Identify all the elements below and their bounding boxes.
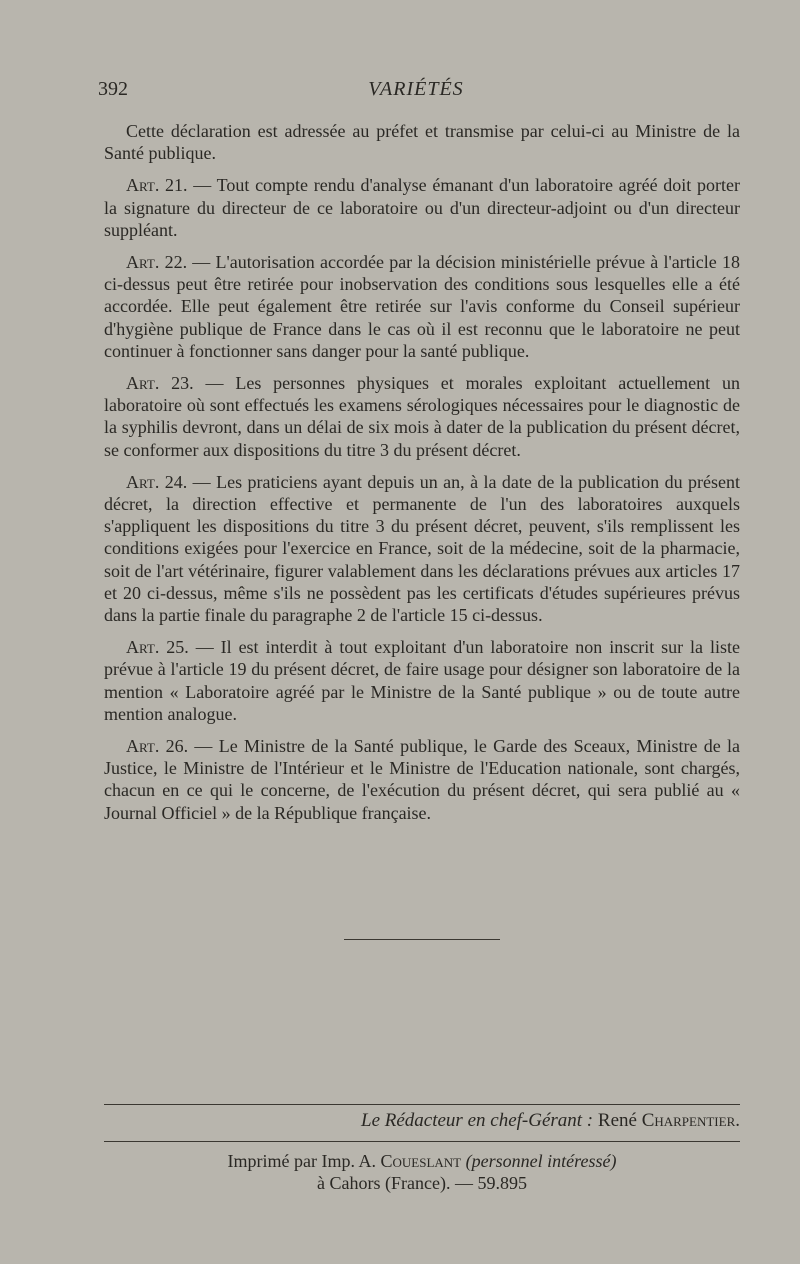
article-lead: Art. 24. — xyxy=(126,471,211,492)
page-header xyxy=(96,78,736,108)
paragraph-text: Les personnes physiques et morales exploitant actuellement un laboratoire où sont effectués les examens sérologiques nécessaires pour le diagnostic de la syphilis devront, dans un délai de six mois à dater de la publication du présent décret, se conformer aux dispositions du titre 3 du présent décret. xyxy=(104,373,740,460)
paragraph-art-26 xyxy=(104,735,740,824)
paragraph-intro xyxy=(104,120,740,164)
paragraph-art-25 xyxy=(104,636,740,725)
paragraph-text: Les praticiens ayant depuis un an, à la date de la publication du présent décret, la direction effective et permanente de l'un des laboratoires auxquels s'appliquent les dispositions du titre 3 du présent décret, peuvent, s'ils remplissent les conditions exigées pour l'exercice en France, soit de la médecine, soit de la pharmacie, soit de l'art vétérinaire, figurer valablement dans les déclarations prévues aux articles 17 et 20 ci-dessus, même s'ils ne possèdent pas les certificats d'études supérieures prévus dans la partie finale du paragraphe 2 de l'article 15 ci-dessus. xyxy=(104,471,740,626)
editor-last-name: Charpentier. xyxy=(641,1110,740,1131)
printer-line-1 xyxy=(104,1150,740,1172)
printer-name: Coueslant xyxy=(380,1151,462,1171)
printer-note: (personnel intéressé) xyxy=(465,1151,617,1171)
paragraph-text: Cette déclaration est adressée au préfet et transmise par celui-ci au Ministre de la Santé publique. xyxy=(104,121,740,164)
paragraph-art-23 xyxy=(104,372,740,461)
section-divider xyxy=(344,939,500,940)
editor-credit xyxy=(104,1110,740,1132)
paragraph-art-24 xyxy=(104,471,740,626)
paragraph-text: Tout compte rendu d'analyse émanant d'un laboratoire agréé doit porter la signature du directeur de ce laboratoire ou d'un directeur-adjoint ou d'un directeur suppléant. xyxy=(104,175,740,240)
paragraph-text: Le Ministre de la Santé publique, le Garde des Sceaux, Ministre de la Justice, le Ministre de l'Intérieur et le Ministre de l'Education nationale, sont chargés, chacun en ce qui le concerne, de l'exécution du présent décret, qui sera publié au « Journal Officiel » de la République française. xyxy=(104,736,740,823)
article-lead: Art. 22. — xyxy=(126,252,211,273)
article-lead: Art. 25. — xyxy=(126,637,214,658)
paragraph-text: L'autorisation accordée par la décision ministérielle prévue à l'article 18 ci-dessus peut être retirée pour inobservation des conditions sous lesquelles elle a été accordée. Elle peut également être retirée sur l'avis conforme du Conseil supérieur d'hygiène publique de France dans le cas où il est reconnu que le laboratoire ne peut continuer à fonctionner sans danger pour la santé publique. xyxy=(104,252,740,361)
article-lead: Art. 23. — xyxy=(126,373,224,394)
paragraph-text: Il est interdit à tout exploitant d'un laboratoire non inscrit sur la liste prévue à l'article 19 du présent décret, de faire usage pour désigner son laboratoire de la mention « Laboratoire agréé par le Ministre de la Santé publique » ou de toute autre mention analogue. xyxy=(104,637,740,724)
footer-rule-bottom xyxy=(104,1141,740,1142)
page-number: 392 xyxy=(98,78,128,100)
printer-credit xyxy=(104,1150,740,1194)
printer-line-2: à Cahors (France). — 59.895 xyxy=(317,1173,527,1193)
printer-prefix: Imprimé par Imp. A. xyxy=(227,1151,377,1171)
editor-role: Le Rédacteur en chef-Gérant : xyxy=(361,1110,594,1131)
running-title: VARIÉTÉS xyxy=(368,78,464,100)
paragraph-art-22 xyxy=(104,251,740,362)
paragraph-art-21 xyxy=(104,174,740,241)
footer-rule-top xyxy=(104,1104,740,1105)
editor-first-name: René xyxy=(597,1110,637,1131)
article-lead: Art. 21. — xyxy=(126,175,212,196)
article-lead: Art. 26. — xyxy=(126,736,213,757)
body-text xyxy=(104,120,740,834)
